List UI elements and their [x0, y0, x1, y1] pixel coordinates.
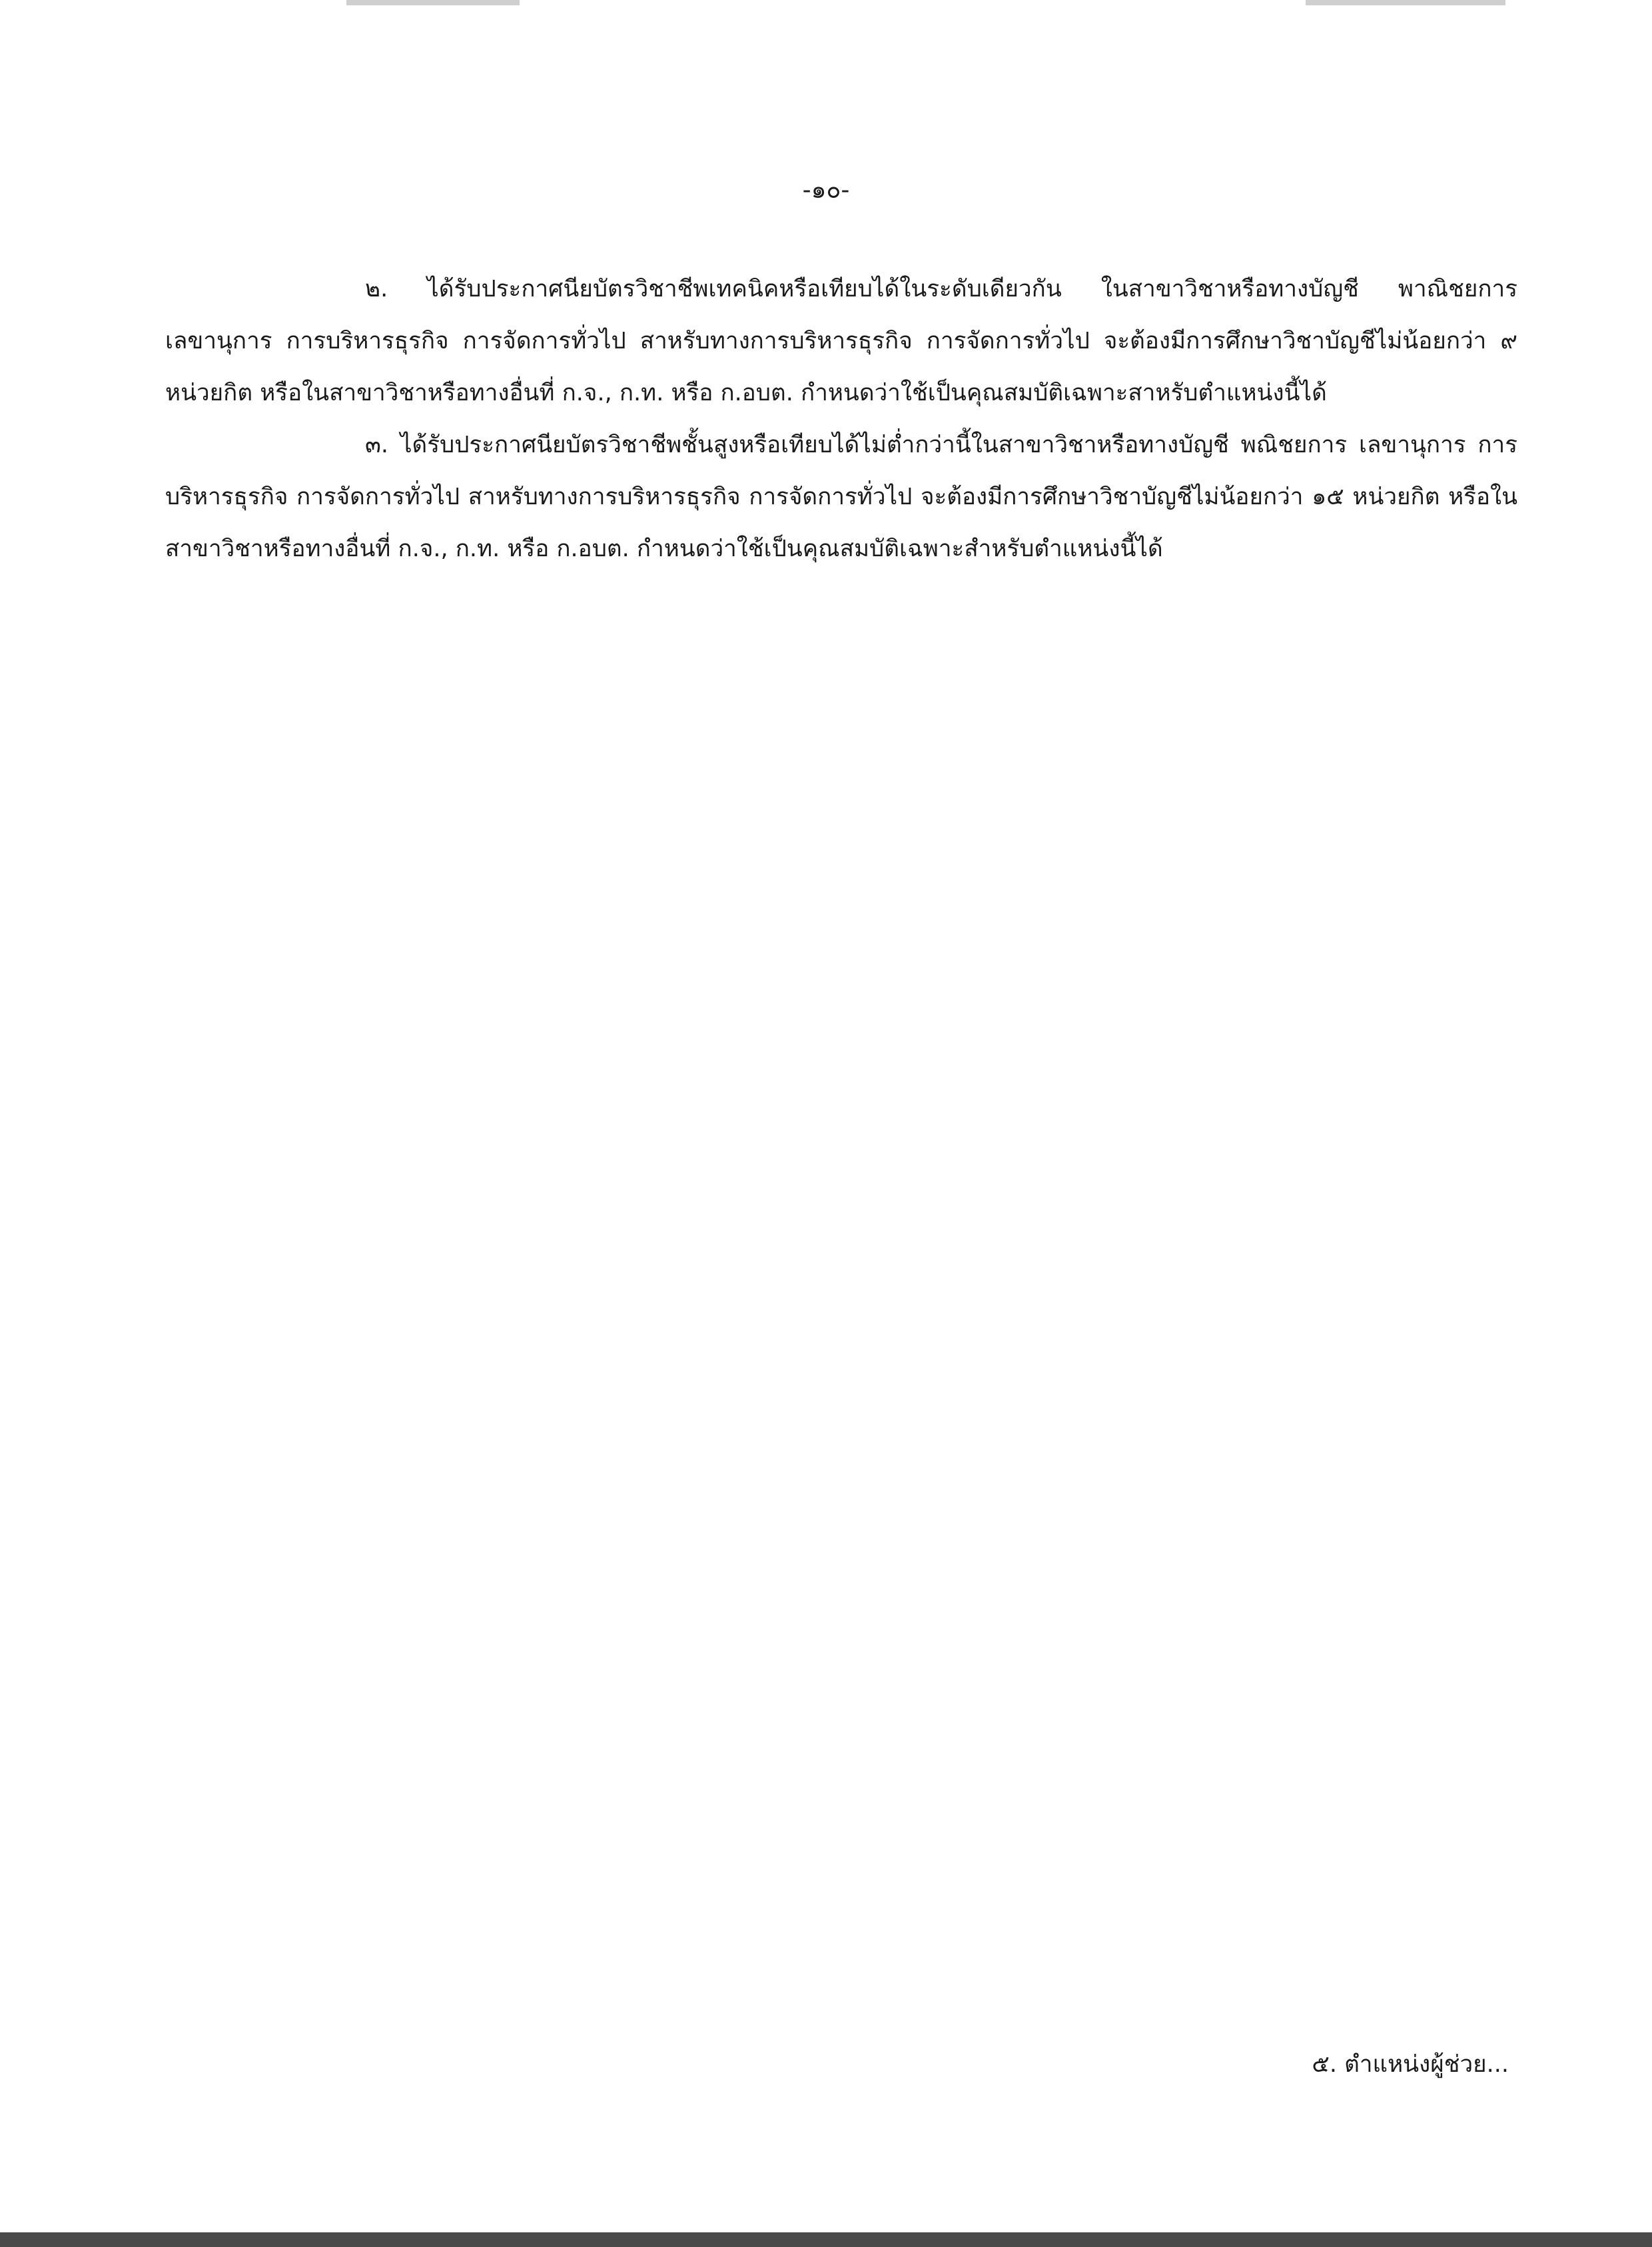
scan-artifact [346, 0, 520, 5]
paragraph-item-2: ๒. ได้รับประกาศนียบัตรวิชาชีพเทคนิคหรือเทียบได้ในระดับเดียวกัน ในสาขาวิชาหรือทางบัญชี พาณิชยการ เลขานุการ การบริหารธุรกิจ การจัดการทั่วไป สาหรับทางการบริหารธุรกิจ การจัดการทั่วไป จะต้องมีการศึกษาวิชาบัญชีไม่น้อยกว่า ๙ หน่วยกิต หรือในสาขาวิชาหรือทางอื่นที่ ก.จ., ก.ท. หรือ ก.อบต. กำหนดว่าใช้เป็นคุณสมบัติเฉพาะสาหรับตำแหน่งนี้ได้ [165, 276, 1517, 406]
continuation-marker: ๕. ตำแหน่งผู้ช่วย... [1312, 2051, 1509, 2078]
scan-edge [0, 2232, 1652, 2247]
scan-artifact [1306, 0, 1505, 5]
paragraph-item-3: ๓. ได้รับประกาศนียบัตรวิชาชีพชั้นสูงหรือเทียบได้ไม่ต่ำกว่านี้ในสาขาวิชาหรือทางบัญชี พณิชยการ เลขานุการ การบริหารธุรกิจ การจัดการทั่วไป สาหรับทางการบริหารธุรกิจ การจัดการทั่วไป จะต้องมีการศึกษาวิชาบัญชีไม่น้อยกว่า ๑๕ หน่วยกิต หรือในสาขาวิชาหรือทางอื่นที่ ก.จ., ก.ท. หรือ ก.อบต. กำหนดว่าใช้เป็นคุณสมบัติเฉพาะสำหรับตำแหน่งนี้ได้ [165, 432, 1517, 562]
page-number: -๑๐- [802, 177, 850, 204]
document-body [165, 263, 1517, 575]
